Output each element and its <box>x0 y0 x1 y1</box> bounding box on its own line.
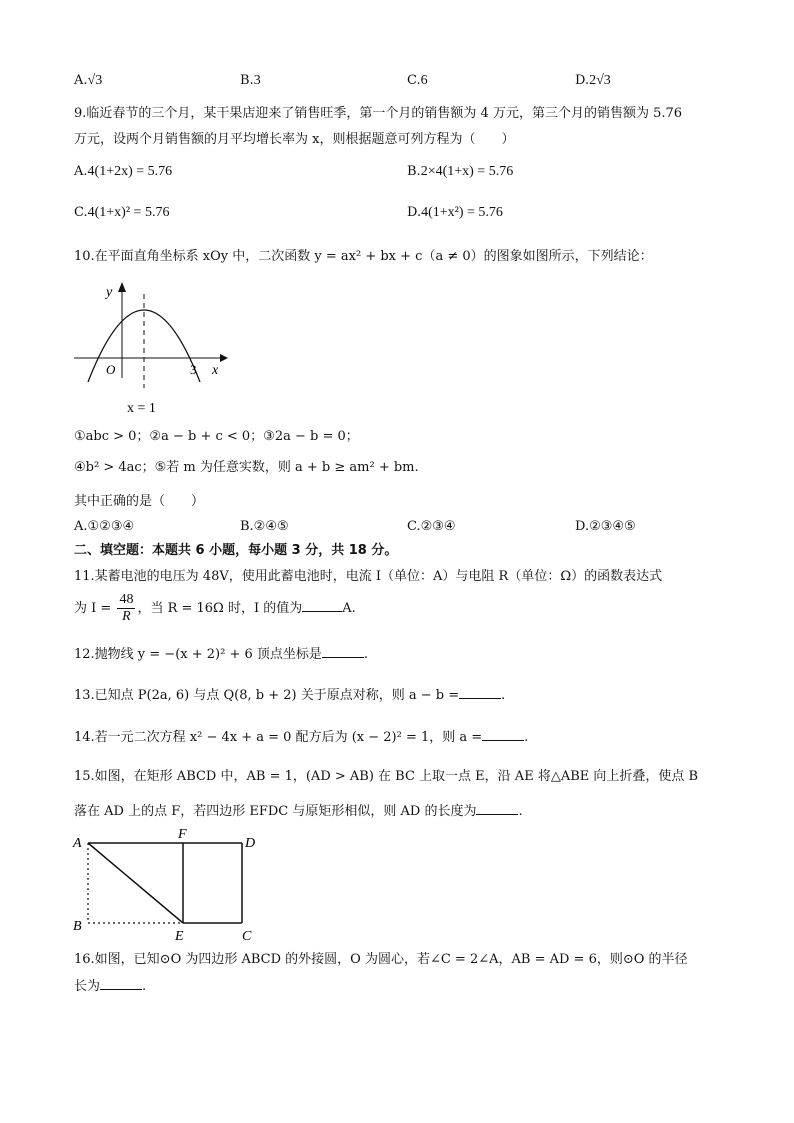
q8-option-a-value: √3 <box>87 73 103 88</box>
q10-y-axis-arrow <box>118 282 126 292</box>
q10-stem: 10.在平面直角坐标系 xOy 中，二次函数 y = ax² + bx + c（a ≠ 0）的图象如图所示，下列结论： <box>74 249 653 264</box>
q14-post: . <box>524 730 529 745</box>
q10-conclusions-line1: ①abc > 0；②a − b + c < 0；③2a − b = 0； <box>74 429 359 444</box>
q11-pre: 为 I = <box>74 601 112 616</box>
q8-option-b-value: 3 <box>253 73 261 88</box>
q11-post: A. <box>342 601 356 616</box>
q11-frac-den: R <box>122 609 131 624</box>
q16-post: . <box>142 979 147 994</box>
q9-option-d <box>407 204 503 222</box>
q8-option-b-label: B. <box>240 73 254 88</box>
q8-option-c-value: 6 <box>420 73 428 88</box>
q15-label-b: B <box>73 919 82 934</box>
q8-option-d-label: D. <box>575 73 590 88</box>
q10-option-a: A.①②③④ <box>74 519 135 534</box>
q8-option-a <box>74 72 102 90</box>
q8-option-b <box>240 72 261 90</box>
q10-option-c: C.②③④ <box>407 519 456 534</box>
q15-post: . <box>518 804 523 819</box>
q11-mid: ，当 R = 16Ω 时，I 的值为 <box>137 601 303 616</box>
q8-option-d-value: 2√3 <box>589 73 611 88</box>
q8-option-a-label: A. <box>74 73 88 88</box>
q15-label-d: D <box>245 836 256 851</box>
q10-parabola-graph <box>70 278 240 420</box>
q16-line2-text: 长为 <box>74 979 101 994</box>
q15-label-c: C <box>242 929 252 944</box>
q13-row <box>74 684 505 705</box>
q12-text: 12.抛物线 y = −(x + 2)² + 6 顶点坐标是 <box>74 647 322 662</box>
q15-line2-text: 落在 AD 上的点 F，若四边形 EFDC 与原矩形相似，则 AD 的长度为 <box>74 804 477 819</box>
q9-stem-line2: 万元，设两个月销售额的月平均增长率为 x，则根据题意可列方程为（ ） <box>74 132 515 147</box>
q10-conclusions-line2: ④b² > 4ac；⑤若 m 为任意实数，则 a + b ≥ am² + bm. <box>74 460 419 475</box>
q16-stem-line2 <box>74 975 146 996</box>
q10-x-axis-arrow <box>220 354 228 362</box>
q10-option-b: B.②④⑤ <box>240 519 289 534</box>
q15-segment-ae <box>88 843 183 923</box>
q11-answer-blank[interactable] <box>302 597 342 612</box>
q9-option-b <box>407 163 513 181</box>
q15-label-f: F <box>178 827 187 842</box>
q10-x-label: x <box>212 363 219 378</box>
q10-y-label: y <box>106 285 113 300</box>
q11-fraction <box>117 592 135 625</box>
q8-option-d <box>575 72 611 90</box>
q10-parabola-curve <box>88 310 200 382</box>
q8-option-c-label: C. <box>407 73 421 88</box>
q9-option-a-label: A. <box>74 164 88 179</box>
q14-row <box>74 726 528 747</box>
q14-answer-blank[interactable] <box>482 726 524 741</box>
q16-stem-line1: 16.如图，已知⊙O 为四边形 ABCD 的外接圆，O 为圆心，若∠C = 2∠A，AB = AD = 6，则⊙O 的半径 <box>74 952 688 967</box>
q9-option-b-value: 2×4(1+x) = 5.76 <box>420 164 514 179</box>
q13-post: . <box>501 688 506 703</box>
q9-option-d-value: 4(1+x²) = 5.76 <box>421 205 503 220</box>
q9-option-b-label: B. <box>407 164 421 179</box>
q15-label-e: E <box>175 929 184 944</box>
q12-row <box>74 643 368 664</box>
q9-option-d-label: D. <box>407 205 422 220</box>
q14-text: 14.若一元二次方程 x² − 4x + a = 0 配方后为 (x − 2)² = 1，则 a = <box>74 730 483 745</box>
q15-label-a: A <box>73 836 82 851</box>
q9-option-a <box>74 163 172 181</box>
q9-option-a-value: 4(1+2x) = 5.76 <box>87 164 173 179</box>
q8-option-c <box>407 72 428 90</box>
q10-origin-label: O <box>106 362 116 377</box>
q12-answer-blank[interactable] <box>322 643 364 658</box>
q9-option-c <box>74 204 169 222</box>
q11-stem-line1: 11.某蓄电池的电压为 48V，使用此蓄电池时，电流 I（单位：A）与电阻 R（单位：Ω）的函数表达式 <box>74 569 663 584</box>
section2-heading: 二、填空题：本题共 6 小题，每小题 3 分，共 18 分。 <box>74 543 398 558</box>
q15-rectangle-figure <box>70 826 270 948</box>
q11-frac-num: 48 <box>119 592 134 607</box>
q12-post: . <box>363 647 369 662</box>
q13-answer-blank[interactable] <box>459 684 501 699</box>
q10-ask: 其中正确的是（ ） <box>74 494 205 509</box>
q10-option-d: D.②③④⑤ <box>575 519 636 534</box>
q9-stem-line1: 9.临近春节的三个月，某干果店迎来了销售旺季，第一个月的销售额为 4 万元，第三个月的销售额为 5.76 <box>74 106 683 121</box>
q10-tick-3: 3 <box>190 362 197 377</box>
q10-symmetry-label: x = 1 <box>127 401 156 416</box>
q13-text: 13.已知点 P(2a, 6) 与点 Q(8, b + 2) 关于原点对称，则 a − b = <box>74 688 460 703</box>
q15-stem-line2 <box>74 800 523 821</box>
q9-option-c-label: C. <box>74 205 88 220</box>
q16-answer-blank[interactable] <box>100 975 142 990</box>
q15-stem-line1: 15.如图，在矩形 ABCD 中，AB = 1，(AD > AB) 在 BC 上取一点 E，沿 AE 将△ABE 向上折叠，使点 B <box>74 769 699 784</box>
q9-option-c-value: 4(1+x)² = 5.76 <box>87 205 170 220</box>
q11-stem-line2 <box>74 592 356 626</box>
q15-answer-blank[interactable] <box>476 800 518 815</box>
